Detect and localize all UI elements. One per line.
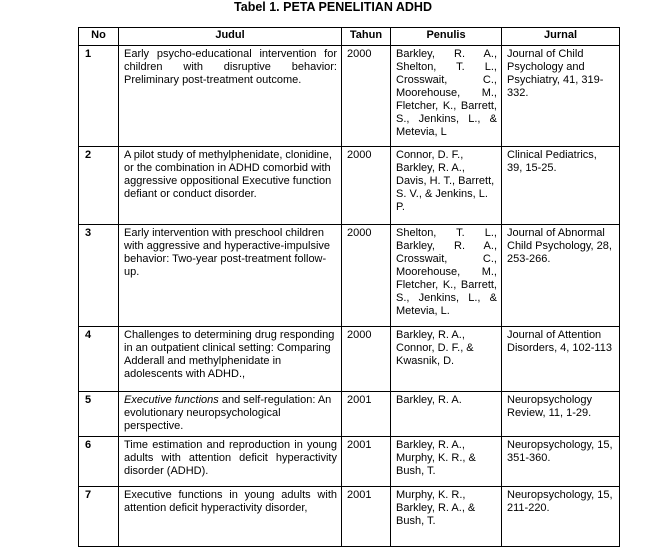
cell-tahun: 2000 bbox=[342, 327, 391, 392]
header-jurnal: Jurnal bbox=[502, 28, 620, 46]
header-row bbox=[79, 28, 620, 46]
cell-tahun: 2001 bbox=[342, 437, 391, 487]
cell-judul-rest: and self-regulation: An evolutionary neuropsychological perspective. bbox=[124, 394, 332, 432]
header-penulis: Penulis bbox=[391, 28, 502, 46]
cell-no: 3 bbox=[79, 225, 119, 327]
cell-jurnal: Neuropsychology, 15, 211-220. bbox=[502, 487, 620, 547]
table-row bbox=[79, 46, 620, 147]
cell-judul-italic: Executive functions bbox=[124, 394, 219, 406]
table-row bbox=[79, 487, 620, 547]
table-row bbox=[79, 225, 620, 327]
cell-penulis: Shelton, T. L., Barkley, R. A., Crosswait, C., Moorehouse, M., Fletcher, K., Barrett, S., Jenkins, L., & Metevia, L. bbox=[391, 225, 502, 327]
cell-tahun: 2000 bbox=[342, 147, 391, 225]
cell-jurnal: Journal of Child Psychology and Psychiatry, 41, 319-332. bbox=[502, 46, 620, 147]
cell-no: 6 bbox=[79, 437, 119, 487]
cell-tahun: 2000 bbox=[342, 46, 391, 147]
cell-jurnal: Neuropsychology Review, 11, 1-29. bbox=[502, 392, 620, 437]
cell-penulis: Barkley, R. A., Connor, D. F., & Kwasnik, D. bbox=[391, 327, 502, 392]
adhd-research-table bbox=[78, 27, 620, 547]
table-row bbox=[79, 147, 620, 225]
cell-penulis: Barkley, R. A., Shelton, T. L., Crosswait, C., Moorehouse, M., Fletcher, K., Barrett, S., Jenkins, L., & Metevia, L bbox=[391, 46, 502, 147]
cell-jurnal: Journal of Abnormal Child Psychology, 28, 253-266. bbox=[502, 225, 620, 327]
cell-tahun: 2000 bbox=[342, 225, 391, 327]
cell-penulis: Barkley, R. A., Murphy, K. R., & Bush, T. bbox=[391, 437, 502, 487]
cell-jurnal: Journal of Attention Disorders, 4, 102-113 bbox=[502, 327, 620, 392]
cell-no: 1 bbox=[79, 46, 119, 147]
cell-no: 2 bbox=[79, 147, 119, 225]
cell-no: 5 bbox=[79, 392, 119, 437]
cell-judul: Time estimation and reproduction in young adults with attention deficit hyperactivity disorder (ADHD). bbox=[119, 437, 342, 487]
cell-penulis: Connor, D. F., Barkley, R. A., Davis, H. T., Barrett, S. V., & Jenkins, L. P. bbox=[391, 147, 502, 225]
table-row bbox=[79, 437, 620, 487]
cell-no: 7 bbox=[79, 487, 119, 547]
cell-tahun: 2001 bbox=[342, 487, 391, 547]
cell-judul: Early psycho-educational intervention for children with disruptive behavior: Preliminary post-treatment outcome. bbox=[119, 46, 342, 147]
cell-penulis: Murphy, K. R., Barkley, R. A., & Bush, T. bbox=[391, 487, 502, 547]
table-row bbox=[79, 392, 620, 437]
cell-judul: Executive functions in young adults with attention deficit hyperactivity disorder, bbox=[119, 487, 342, 547]
cell-judul bbox=[119, 392, 342, 437]
table-row bbox=[79, 327, 620, 392]
cell-no: 4 bbox=[79, 327, 119, 392]
cell-tahun: 2001 bbox=[342, 392, 391, 437]
cell-jurnal: Clinical Pediatrics, 39, 15-25. bbox=[502, 147, 620, 225]
cell-judul: A pilot study of methylphenidate, clonidine, or the combination in ADHD comorbid with aggressive oppositional Executive function defiant or conduct disorder. bbox=[119, 147, 342, 225]
header-tahun: Tahun bbox=[342, 28, 391, 46]
cell-judul: Early intervention with preschool children with aggressive and hyperactive-impulsive behavior: Two-year post-treatment follow-up. bbox=[119, 225, 342, 327]
header-judul: Judul bbox=[119, 28, 342, 46]
cell-penulis: Barkley, R. A. bbox=[391, 392, 502, 437]
cell-judul: Challenges to determining drug responding in an outpatient clinical setting: Comparing Adderall and methylphenidate in adolescents with ADHD., bbox=[119, 327, 342, 392]
cell-jurnal: Neuropsychology, 15, 351-360. bbox=[502, 437, 620, 487]
header-no: No bbox=[79, 28, 119, 46]
table-title: Tabel 1. PETA PENELITIAN ADHD bbox=[234, 0, 432, 14]
